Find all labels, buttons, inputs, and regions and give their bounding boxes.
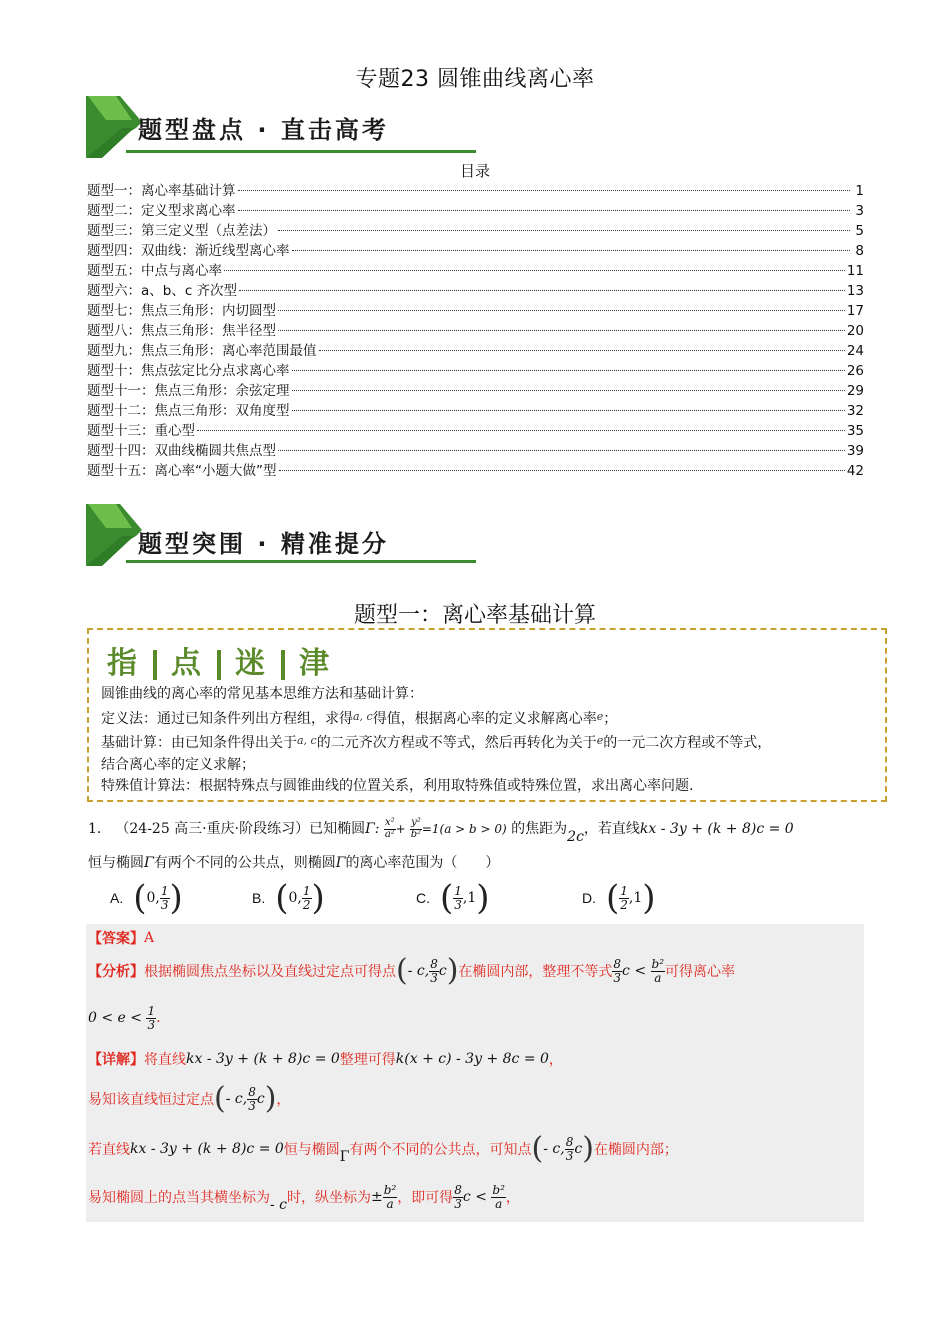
analysis-range: 0 < e < $\frac{1}{3}$ . bbox=[88, 1003, 161, 1032]
toc-entry[interactable] bbox=[87, 221, 864, 241]
toc-entry[interactable] bbox=[87, 241, 864, 261]
toc-entry[interactable] bbox=[87, 181, 864, 201]
toc-entry[interactable] bbox=[87, 401, 864, 421]
toc-label: 题型八：焦点三角形：焦半径型 bbox=[87, 323, 276, 339]
tip-content bbox=[101, 684, 881, 798]
toc-label: 题型三：第三定义型（点差法） bbox=[87, 223, 276, 239]
question-line: 1． （24-25 高三·重庆·阶段练习）已知椭圆Γ: $\frac{\text{x²}}{\text{a²}}$ + $\frac{\text{y²}}{\text{b²}}$ =1(a > b > 0) 的焦距为2c，若直线kx - 3y + (k + 8)c = 0 bbox=[88, 817, 794, 845]
tip-char: 点 bbox=[171, 646, 203, 681]
tip-heading bbox=[107, 638, 331, 682]
document-title: 专题23 圆锥曲线离心率 bbox=[355, 67, 595, 92]
toc-label: 题型六：a、b、c 齐次型 bbox=[87, 283, 238, 299]
tip-box bbox=[87, 628, 887, 802]
toc-page: 11 bbox=[846, 263, 864, 279]
tip-line: 圆锥曲线的离心率的常见基本思维方法和基础计算： bbox=[101, 686, 423, 702]
toc-label: 题型十三：重心型 bbox=[87, 423, 195, 439]
analysis-line: 【分析】 根据椭圆焦点坐标以及直线过定点可得点 ( - c, $\frac{8}{3}$ c ) 在椭圆内部，整理不等式 $\frac{8}{3}$ c < $\frac{\text{b²}}{a}$ 可得离心率 bbox=[88, 953, 736, 988]
toc-label: 题型十：焦点弦定比分点求离心率 bbox=[87, 363, 290, 379]
tip-line: 基础计算：由已知条件得出关于$^{a, c}$的二元齐次方程或不等式，然后再转化为关于$^e$的一元二次方程或不等式， bbox=[101, 734, 772, 751]
option-b[interactable]: B. ( 0, $\frac{1}{2}$ ) bbox=[252, 878, 325, 918]
toc-leader bbox=[239, 290, 845, 291]
toc-page: 1 bbox=[855, 183, 864, 199]
toc-leader bbox=[238, 210, 851, 211]
detail-line: 易知该直线恒过定点 ( - c, $\frac{8}{3}$ c ) ， bbox=[88, 1081, 291, 1116]
toc-label: 题型十四：双曲线椭圆共焦点型 bbox=[87, 443, 276, 459]
toc-entry[interactable] bbox=[87, 301, 864, 321]
banner-text: 题型盘点 · 直击高考 bbox=[138, 116, 389, 144]
toc-page: 42 bbox=[846, 463, 864, 479]
tip-separator bbox=[153, 650, 157, 680]
toc-leader bbox=[278, 330, 845, 331]
banner-question-types-overview bbox=[86, 92, 476, 162]
toc-label: 题型十一：焦点三角形：余弦定理 bbox=[87, 383, 290, 399]
toc-entry[interactable] bbox=[87, 361, 864, 381]
answer-line: 【答案】 A bbox=[88, 930, 155, 947]
detail-line: 【详解】 将直线 kx - 3y + (k + 8)c = 0 整理可得 k(x + c) - 3y + 8c = 0 ， bbox=[88, 1051, 563, 1068]
line-equation: kx - 3y + (k + 8)c = 0 bbox=[639, 821, 794, 837]
x2-over-a2: $\frac{\text{x²}}{\text{a²}}$ bbox=[384, 817, 395, 840]
toc-entry[interactable] bbox=[87, 381, 864, 401]
toc-page: 5 bbox=[855, 223, 864, 239]
toc-label: 题型四：双曲线：渐近线型离心率 bbox=[87, 243, 290, 259]
toc-leader bbox=[278, 310, 845, 311]
toc-page: 35 bbox=[846, 423, 864, 439]
option-a[interactable]: A. ( 0, $\frac{1}{3}$ ) bbox=[110, 878, 183, 918]
banner-question-breakthrough bbox=[86, 500, 476, 570]
toc-leader bbox=[238, 190, 851, 191]
toc-label: 题型十五：离心率“小题大做”型 bbox=[87, 463, 277, 479]
toc-page: 32 bbox=[846, 403, 864, 419]
answer-block bbox=[86, 924, 864, 1222]
toc-entry[interactable] bbox=[87, 461, 864, 481]
toc-entry[interactable] bbox=[87, 281, 864, 301]
toc-page: 26 bbox=[846, 363, 864, 379]
toc-leader bbox=[279, 470, 845, 471]
toc-page: 13 bbox=[846, 283, 864, 299]
toc-leader bbox=[292, 250, 851, 251]
toc-page: 3 bbox=[855, 203, 864, 219]
toc-heading: 目录 bbox=[459, 162, 490, 180]
toc-label: 题型十二：焦点三角形：双角度型 bbox=[87, 403, 290, 419]
toc-leader bbox=[292, 390, 845, 391]
toc-leader bbox=[224, 270, 845, 271]
banner-text: 题型突围 · 精准提分 bbox=[138, 530, 389, 558]
toc-page: 24 bbox=[846, 343, 864, 359]
toc-label: 题型七：焦点三角形：内切圆型 bbox=[87, 303, 276, 319]
toc-entry[interactable] bbox=[87, 421, 864, 441]
toc-leader bbox=[292, 410, 845, 411]
question-source: （24-25 高三·重庆·阶段练习）已知椭圆 bbox=[115, 821, 366, 837]
detail-line: 若直线 kx - 3y + (k + 8)c = 0 恒与椭圆 Γ 有两个不同的公共点，可知点 ( - c, $\frac{8}{3}$ c ) 在椭圆内部； bbox=[88, 1131, 678, 1166]
tip-char: 指 bbox=[107, 646, 139, 681]
tip-char: 津 bbox=[299, 646, 331, 681]
toc-page: 29 bbox=[846, 383, 864, 399]
toc-label: 题型九：焦点三角形：离心率范围最值 bbox=[87, 343, 317, 359]
toc-leader bbox=[278, 450, 845, 451]
toc-leader bbox=[197, 430, 845, 431]
toc-label: 题型二：定义型求离心率 bbox=[87, 203, 236, 219]
toc-entry[interactable] bbox=[87, 441, 864, 461]
tip-separator bbox=[281, 650, 285, 680]
tip-separator bbox=[217, 650, 221, 680]
toc-leader bbox=[319, 350, 845, 351]
question-number: 1． bbox=[88, 821, 111, 837]
toc-label: 题型五：中点与离心率 bbox=[87, 263, 222, 279]
detail-line: 易知椭圆上的点当其横坐标为 - c 时，纵坐标为 ± $\frac{\text{b²}}{a}$ ，即可得 $\frac{8}{3}$ c < $\frac{\text{b²}}{a}$ ， bbox=[88, 1182, 520, 1213]
tip-line: 定义法：通过已知条件列出方程组，求得$^{a, c}$得值，根据离心率的定义求解离心率$^e$； bbox=[101, 709, 618, 727]
toc-entry[interactable] bbox=[87, 321, 864, 341]
table-of-contents bbox=[87, 181, 864, 481]
y2-over-b2: $\frac{\text{y²}}{\text{b²}}$ bbox=[410, 817, 422, 840]
section-title: 题型一：离心率基础计算 bbox=[353, 603, 596, 628]
tip-char: 迷 bbox=[235, 646, 267, 681]
toc-page: 20 bbox=[846, 323, 864, 339]
tip-line: 结合离心率的定义求解； bbox=[101, 756, 255, 773]
question-line: 恒与椭圆Γ有两个不同的公共点，则椭圆Γ的离心率范围为（ ） bbox=[88, 855, 500, 871]
toc-leader bbox=[292, 370, 845, 371]
toc-entry[interactable] bbox=[87, 261, 864, 281]
option-d[interactable]: D. ( $\frac{1}{2}$ ,1 ) bbox=[582, 878, 656, 918]
toc-page: 17 bbox=[846, 303, 864, 319]
option-c[interactable]: C. ( $\frac{1}{3}$ ,1 ) bbox=[416, 878, 490, 918]
toc-entry[interactable] bbox=[87, 201, 864, 221]
toc-leader bbox=[278, 230, 850, 231]
toc-label: 题型一：离心率基础计算 bbox=[87, 183, 236, 199]
toc-page: 39 bbox=[846, 443, 864, 459]
answer-options bbox=[110, 876, 710, 920]
toc-page: 8 bbox=[855, 243, 864, 259]
toc-entry[interactable] bbox=[87, 341, 864, 361]
tip-line: 特殊值计算法：根据特殊点与圆锥曲线的位置关系，利用取特殊值或特殊位置，求出离心率问题. bbox=[101, 778, 694, 794]
